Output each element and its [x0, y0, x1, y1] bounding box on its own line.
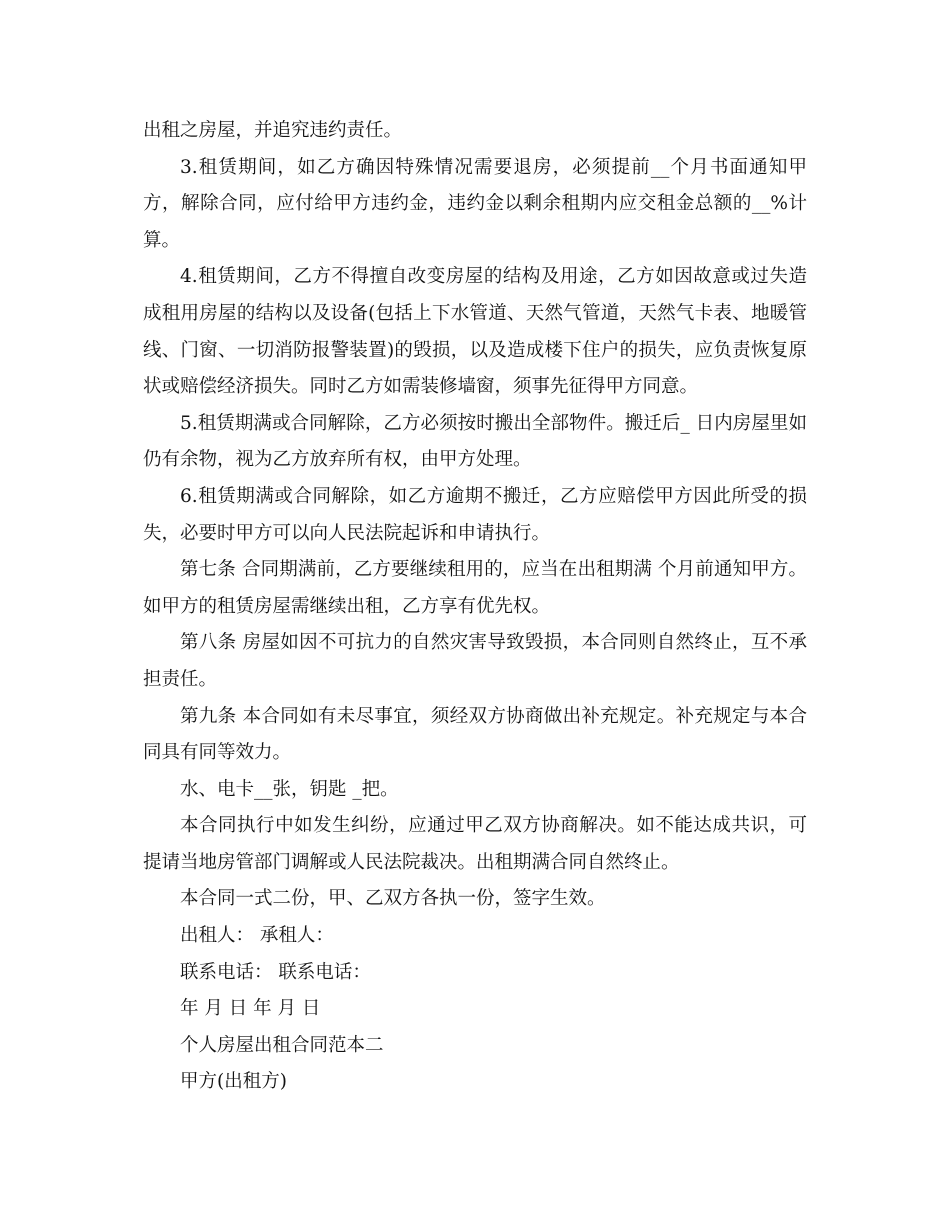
signature-parties: 出租人： 承租人：: [180, 925, 334, 947]
paragraph-article-7: 第七条 合同期满前，乙方要继续租用的，应当在出租期满 个月前通知甲方。如甲方的租赁房屋需继续出租，乙方享有优先权。: [143, 559, 807, 617]
signature-dates: 年 月 日 年 月 日: [180, 998, 321, 1020]
paragraph-clause-4: 4.租赁期间，乙方不得擅自改变房屋的结构及用途，乙方如因故意或过失造成租用房屋的结构以及设备(包括上下水管道、天然气管道，天然气卡表、地暖管线、门窗、一切消防报警装置)的毁损，以及造成楼下住户的损失，应负责恢复原状或赔偿经济损失。同时乙方如需装修墙窗，须事先征得甲方同意。: [143, 266, 807, 398]
paragraph-cards-keys: 水、电卡__张，钥匙 _把。: [180, 778, 399, 800]
document-body: [143, 113, 807, 1101]
section-title: 个人房屋出租合同范本二: [180, 1034, 384, 1056]
paragraph-copies: 本合同一式二份，甲、乙双方各执一份，签字生效。: [180, 888, 606, 910]
paragraph-clause-3: 3.租赁期间，如乙方确因特殊情况需要退房，必须提前__个月书面通知甲方，解除合同，应付给甲方违约金，违约金以剩余租期内应交租金总额的__%计算。: [143, 156, 807, 251]
paragraph-clause-6: 6.租赁期满或合同解除，如乙方逾期不搬迁，乙方应赔偿甲方因此所受的损失，必要时甲方可以向人民法院起诉和申请执行。: [143, 485, 807, 544]
party-a-label: 甲方(出租方): [180, 1071, 287, 1093]
paragraph-clause-5: 5.租赁期满或合同解除，乙方必须按时搬出全部物件。搬迁后_ 日内房屋里如仍有余物，视为乙方放弃所有权，由甲方处理。: [143, 412, 807, 471]
paragraph-article-9: 第九条 本合同如有未尽事宜，须经双方协商做出补充规定。补充规定与本合同具有同等效力。: [143, 705, 807, 764]
signature-phones: 联系电话： 联系电话：: [180, 961, 371, 983]
paragraph-dispute: 本合同执行中如发生纠纷，应通过甲乙双方协商解决。如不能达成共识，可提请当地房管部门调解或人民法院裁决。出租期满合同自然终止。: [143, 815, 807, 873]
paragraph-continuation: 出租之房屋，并追究违约责任。: [143, 120, 403, 141]
paragraph-article-8: 第八条 房屋如因不可抗力的自然灾害导致毁损，本合同则自然终止，互不承担责任。: [143, 632, 807, 690]
